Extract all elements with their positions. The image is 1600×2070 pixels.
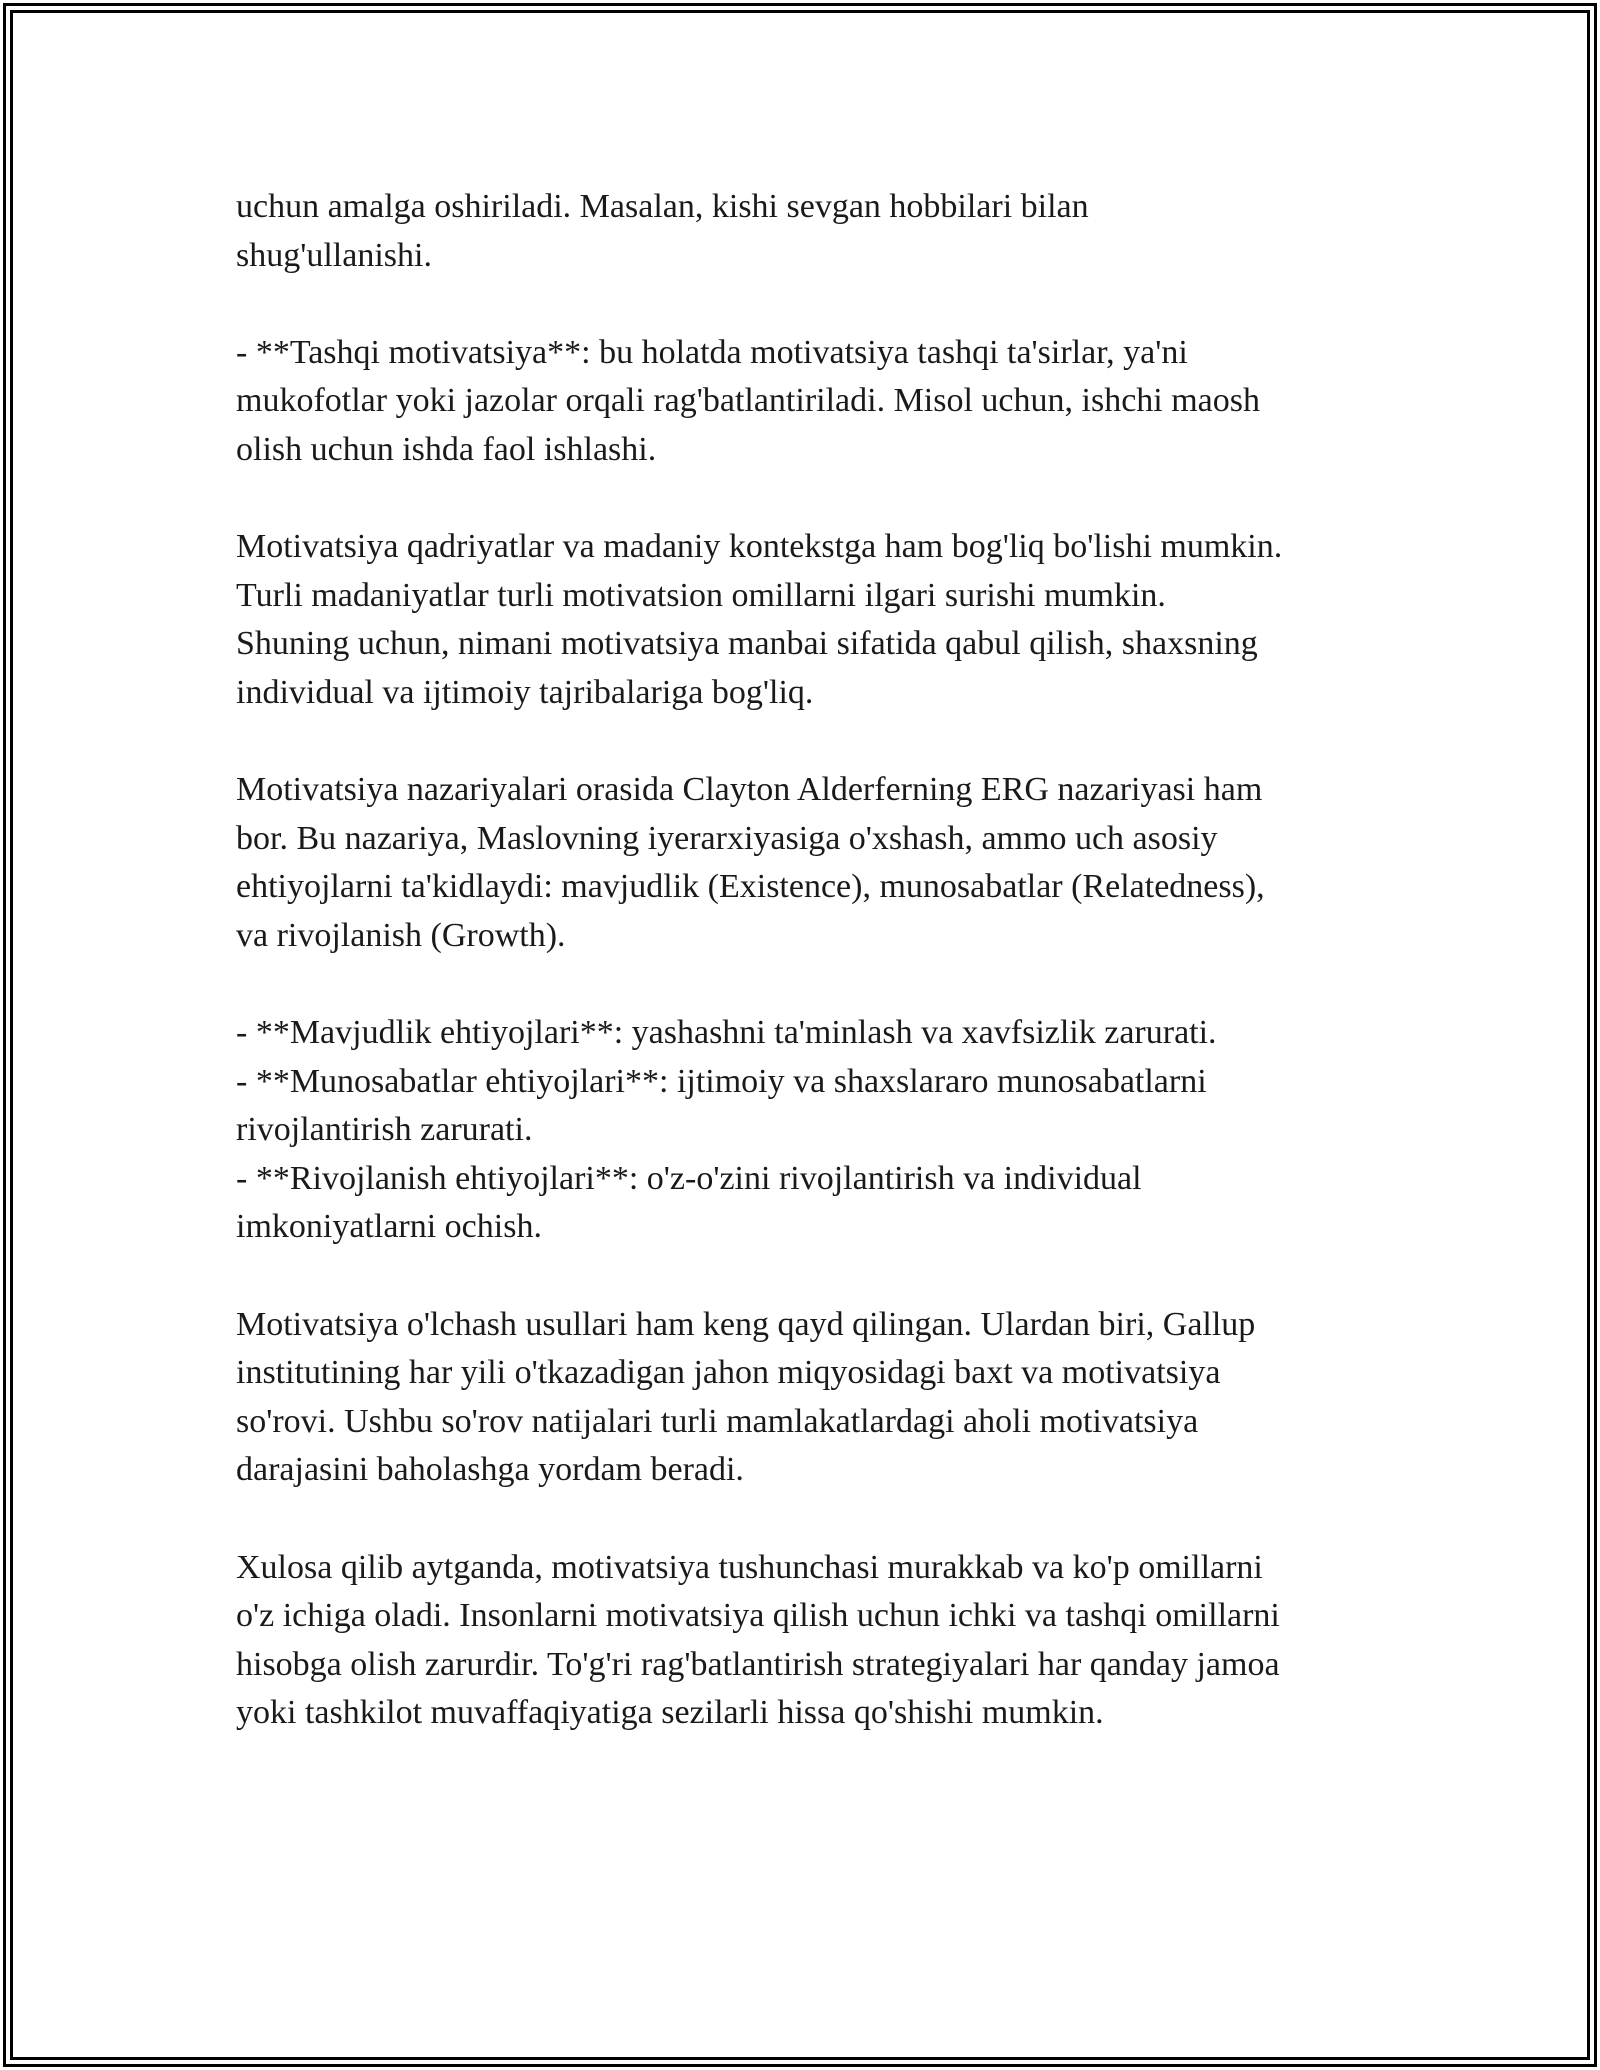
text-line: Motivatsiya nazariyalari orasida Clayton Alderferning ERG nazariyasi ham [236, 771, 1263, 809]
paragraph-gap [236, 1495, 1386, 1544]
text-line: Xulosa qilib aytganda, motivatsiya tushunchasi murakkab va ko'p omillarni [236, 1548, 1263, 1586]
text-line: - **Tashqi motivatsiya**: bu holatda motivatsiya tashqi ta'sirlar, ya'ni [236, 333, 1188, 371]
text-line: institutining har yili o'tkazadigan jahon miqyosidagi baxt va motivatsiya [236, 1354, 1221, 1392]
text-line: Motivatsiya o'lchash usullari ham keng qayd qilingan. Ulardan biri, Gallup [236, 1305, 1256, 1343]
text-line: uchun amalga oshiriladi. Masalan, kishi sevgan hobbilari bilan [236, 188, 1089, 225]
text-line: va rivojlanish (Growth). [236, 916, 566, 954]
paragraph-gap [236, 1252, 1386, 1301]
text-line: so'rovi. Ushbu so'rov natijalari turli mamlakatlardagi aholi motivatsiya [236, 1402, 1199, 1440]
text-line: ehtiyojlarni ta'kidlaydi: mavjudlik (Existence), munosabatlar (Relatedness), [236, 868, 1265, 906]
text-line: - **Rivojlanish ehtiyojlari**: o'z-o'zini rivojlantirish va individual [236, 1159, 1142, 1197]
text-line: shug'ullanishi. [236, 236, 432, 274]
text-line: Shuning uchun, nimani motivatsiya manbai sifatida qabul qilish, shaxsning [236, 625, 1258, 663]
paragraph-gap [236, 280, 1386, 329]
text-line: bor. Bu nazariya, Maslovning iyerarxiyasiga o'xshash, ammo uch asosiy [236, 819, 1218, 857]
document-body [236, 183, 1386, 1738]
text-line: imkoniyatlarni ochish. [236, 1208, 542, 1246]
text-line: yoki tashkilot muvaffaqiyatiga sezilarli hissa qo'shishi mumkin. [236, 1694, 1104, 1732]
text-line: darajasini baholashga yordam beradi. [236, 1451, 744, 1489]
text-line: olish uchun ishda faol ishlashi. [236, 430, 657, 468]
text-line: Motivatsiya qadriyatlar va madaniy kontekstga ham bog'liq bo'lishi mumkin. [236, 528, 1283, 566]
paragraph-gap [236, 961, 1386, 1010]
text-line: mukofotlar yoki jazolar orqali rag'batlantiriladi. Misol uchun, ishchi maosh [236, 382, 1261, 420]
text-line: individual va ijtimoiy tajribalariga bog'liq. [236, 673, 814, 711]
text-line: hisobga olish zarurdir. To'g'ri rag'batlantirish strategiyalari har qanday jamoa [236, 1645, 1280, 1683]
text-line: o'z ichiga oladi. Insonlarni motivatsiya qilish uchun ichki va tashqi omillarni [236, 1597, 1280, 1635]
text-line: - **Mavjudlik ehtiyojlari**: yashashni ta'minlash va xavfsizlik zarurati. [236, 1014, 1217, 1052]
paragraph-gap [236, 718, 1386, 767]
text-line: - **Munosabatlar ehtiyojlari**: ijtimoiy va shaxslararo munosabatlarni [236, 1062, 1207, 1100]
text-line: Turli madaniyatlar turli motivatsion omillarni ilgari surishi mumkin. [236, 576, 1166, 614]
text-line: rivojlantirish zarurati. [236, 1111, 533, 1149]
paragraph-gap [236, 475, 1386, 524]
